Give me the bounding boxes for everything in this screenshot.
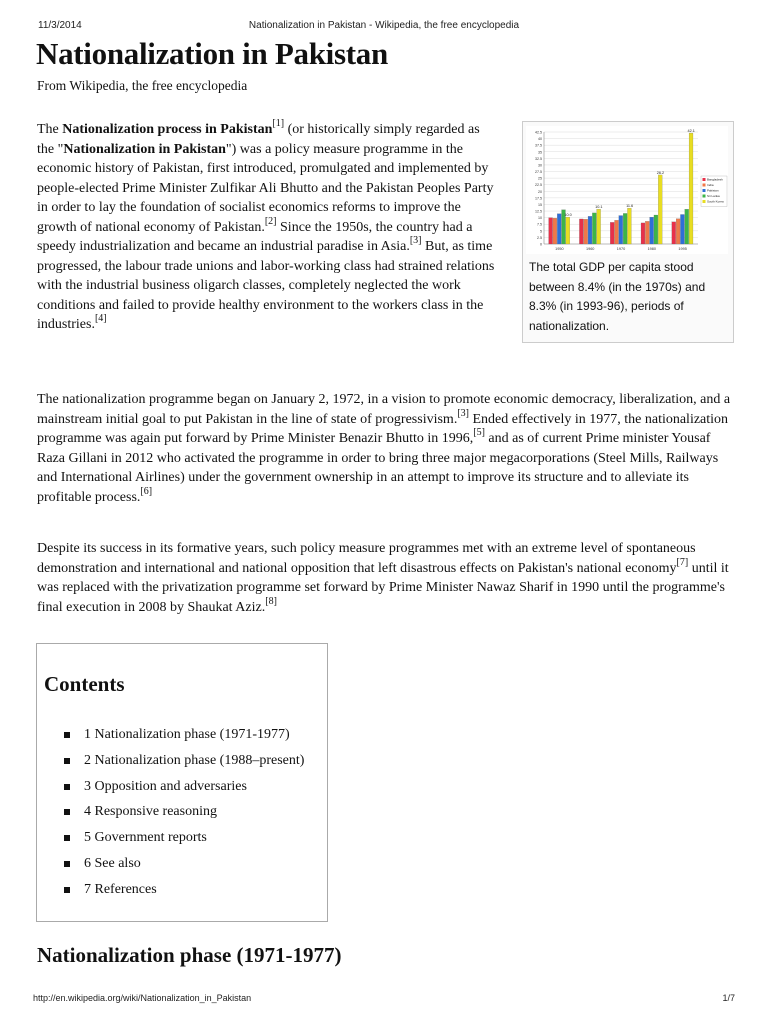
legend-swatch (703, 189, 706, 192)
text: until it was replaced with the privatization programme set forward by Prime Minister Nawaz Sharif in 1990 until the programme's final execution in 2008 by Shaukat Aziz. (37, 560, 729, 615)
bar-south-korea (627, 208, 631, 244)
print-date: 11/3/2014 (38, 20, 82, 31)
paragraph-2 (37, 390, 737, 507)
citation-link[interactable]: [2] (264, 215, 277, 227)
bar-sri-lanka (654, 215, 658, 244)
y-tick-label: 10 (538, 216, 542, 221)
y-tick-label: 12.5 (535, 209, 542, 214)
y-tick-label: 27.5 (535, 170, 542, 175)
bar-sri-lanka (685, 209, 689, 244)
citation-link[interactable]: [5] (473, 427, 485, 438)
print-header (0, 20, 768, 34)
text: Ended effectively in 1977, the nationalization programme was again put forward by Prime Minister Benazir Bhutto in 1996, (37, 411, 729, 446)
citation-link[interactable]: [6] (140, 485, 153, 497)
page-subtitle: From Wikipedia, the free encyclopedia (37, 78, 248, 93)
bar-south-korea (689, 133, 693, 244)
data-label: 11.6 (626, 204, 634, 209)
legend-swatch (703, 195, 706, 198)
x-tick-label: 1995 (678, 247, 687, 251)
bar-bangladesh (579, 219, 583, 244)
text: (or historically simply regarded as the " (37, 122, 480, 157)
print-page-title: Nationalization in Pakistan - Wikipedia, the free encyclopedia (248, 20, 520, 31)
bar-india (645, 221, 649, 244)
y-tick-label: 20 (538, 189, 542, 194)
bar-bangladesh (641, 223, 645, 244)
chart-legend (701, 176, 727, 207)
bar-india (584, 219, 588, 244)
citation-link[interactable]: [1] (272, 118, 285, 129)
text: Despite its success in its formative years, such policy measure programmes met with an extreme level of spontaneous demonstration and international and national opposition that left disastrous effects on Pakistan's national economy (37, 541, 696, 576)
y-tick-label: 17.5 (535, 196, 542, 201)
bar-south-korea (658, 175, 662, 244)
legend-label: Sri Lanka (707, 194, 720, 199)
toc-item[interactable]: 6 See also (62, 851, 304, 877)
text: The (37, 122, 63, 137)
bar-sri-lanka (623, 213, 627, 244)
bold-term: Nationalization process in Pakistan (62, 122, 273, 137)
y-tick-label: 30 (538, 163, 542, 168)
y-tick-label: 42.5 (535, 130, 542, 135)
page-title: Nationalization in Pakistan (36, 36, 388, 71)
citation-link[interactable]: [4] (94, 313, 107, 324)
section-heading: Nationalization phase (1971-1977) (37, 943, 342, 967)
gdp-bar-chart (526, 126, 728, 254)
text: Since the 1950s, the country had a speedy industrialization and became an industrial paradise in Asia. (37, 219, 473, 254)
y-tick-label: 15 (538, 202, 542, 207)
text: and as of current Prime minister Yousaf Raza Gillani in 2012 who activated the programme in order to bring three major megacorporations (Steel Mills, Railways and International Airlines) under the government ownership in an attempt to improve its structure and to alleviate its profitable process. (37, 431, 719, 505)
y-tick-label: 5 (540, 229, 542, 234)
chart-caption: The total GDP per capita stood between 8.4% (in the 1970s) and 8.3% (in 1993-96), periods of nationalization. (529, 260, 706, 333)
print-page-number: 1/7 (722, 993, 735, 1003)
citation-link[interactable]: [7] (676, 556, 689, 568)
legend-swatch (703, 178, 706, 181)
bar-india (553, 218, 557, 244)
bar-pakistan (619, 216, 623, 244)
x-tick-label: 1980 (647, 247, 657, 251)
data-label: 26.2 (656, 170, 665, 175)
citation-link[interactable]: [3] (457, 407, 469, 419)
citation-link[interactable]: [3] (409, 235, 422, 246)
bar-pakistan (557, 214, 561, 244)
y-tick-label: 40 (538, 137, 542, 142)
bar-pakistan (680, 214, 684, 244)
toc-item[interactable]: 4 Responsive reasoning (62, 799, 304, 825)
bar-south-korea (566, 217, 570, 244)
bar-bangladesh (672, 222, 676, 244)
bar-india (676, 219, 680, 244)
y-tick-label: 0 (540, 242, 542, 247)
legend-label: South Korea (707, 199, 724, 204)
y-tick-label: 2.5 (537, 235, 542, 240)
legend-label: Bangladesh (707, 177, 723, 182)
print-footer (0, 993, 768, 1007)
y-tick-label: 35 (538, 150, 542, 155)
legend-label: India (707, 183, 714, 188)
toc-item[interactable]: 2 Nationalization phase (1988–present) (62, 748, 304, 774)
bar-sri-lanka (592, 213, 596, 244)
bar-pakistan (650, 217, 654, 244)
text: ") was a policy measure programme in the economic history of Pakistan, first introduced, promulgated and implemented by people-elected Prime Minister Zulfikar Ali Bhutto and the Pakistan Peoples Party in order to lay the foundation of socialist economics reforms to improve the growth of national economy of Pakistan. (37, 141, 494, 235)
citation-link[interactable]: [8] (265, 595, 277, 607)
legend-label: Pakistan (707, 188, 719, 193)
x-tick-label: 1950 (555, 247, 564, 251)
toc-list (62, 722, 304, 903)
legend-swatch (703, 200, 706, 203)
text: But, as time progressed, the labour trade unions and labor-working class had strained relations with the industrial business oligarch classes, completely neglected the work conditions and failed to provide healthy environment to the workers class in the industries. (37, 239, 495, 332)
toc-item[interactable]: 7 References (62, 877, 304, 903)
bar-bangladesh (610, 222, 614, 244)
gdp-chart-thumbnail[interactable] (522, 121, 734, 343)
toc-item[interactable]: 5 Government reports (62, 825, 304, 851)
y-tick-label: 22.5 (535, 183, 542, 188)
toc-title: Contents (44, 672, 125, 696)
legend-swatch (703, 184, 706, 187)
print-url: http://en.wikipedia.org/wiki/Nationalization_in_Pakistan (33, 993, 252, 1003)
toc-item[interactable]: 3 Opposition and adversaries (62, 774, 304, 800)
data-label: 10.0 (564, 213, 572, 218)
x-tick-label: 1970 (616, 247, 626, 251)
bold-term: Nationalization in Pakistan (63, 141, 226, 157)
bar-bangladesh (549, 218, 553, 244)
y-tick-label: 25 (538, 176, 542, 181)
data-label: 10.1 (595, 205, 603, 210)
bar-pakistan (588, 216, 592, 244)
y-tick-label: 7.5 (537, 222, 542, 227)
text: The nationalization programme began on January 2, 1972, in a vision to promote economic democracy, liberalization, and a mainstream initial goal to put Pakistan in the line of state of progressivism. (37, 392, 731, 427)
paragraph-3 (37, 539, 737, 617)
data-label: 42.1 (687, 129, 695, 134)
x-tick-label: 1960 (585, 247, 595, 251)
intro-paragraph (37, 120, 499, 335)
y-tick-label: 32.5 (535, 156, 542, 161)
bar-south-korea (597, 209, 601, 244)
table-of-contents (36, 643, 328, 922)
y-tick-label: 37.5 (535, 143, 542, 148)
bar-india (615, 220, 619, 244)
toc-item[interactable]: 1 Nationalization phase (1971-1977) (62, 722, 304, 748)
